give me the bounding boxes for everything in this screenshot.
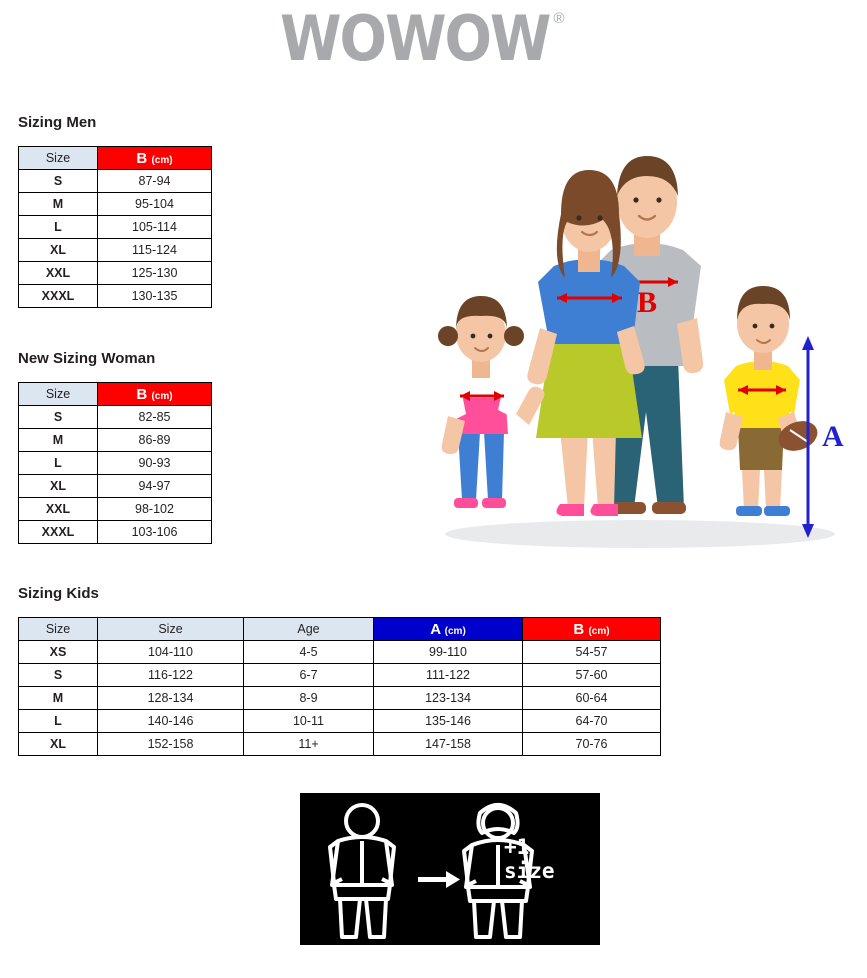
table-row xyxy=(19,429,212,452)
cell-b: 57-60 xyxy=(523,664,661,687)
section-title-men: Sizing Men xyxy=(18,114,97,131)
logo-text: WOWOW xyxy=(280,2,550,75)
cell-size: S xyxy=(19,406,98,429)
cell-size: L xyxy=(19,216,98,239)
page-header xyxy=(0,0,867,96)
column-header-a-letter: A xyxy=(430,620,441,638)
cell-b: 86-89 xyxy=(98,429,212,452)
table-row xyxy=(19,239,212,262)
measure-label-a: A xyxy=(822,420,844,453)
cell-age: 10-11 xyxy=(244,710,374,733)
table-row xyxy=(19,262,212,285)
cell-size: XXXL xyxy=(19,521,98,544)
column-header-b-unit: (cm) xyxy=(588,625,610,637)
table-row xyxy=(19,664,661,687)
cell-size-cm: 128-134 xyxy=(98,687,244,710)
column-header-b xyxy=(98,383,212,406)
cell-size: XS xyxy=(19,641,98,664)
column-header-age: Age xyxy=(244,618,374,641)
table-sizing-men xyxy=(18,146,212,308)
cell-size: M xyxy=(19,193,98,216)
cell-size-cm: 104-110 xyxy=(98,641,244,664)
table-row xyxy=(19,406,212,429)
column-header-b-letter: B xyxy=(136,385,148,403)
cell-a: 99-110 xyxy=(374,641,523,664)
cell-size: XL xyxy=(19,733,98,756)
cell-a: 135-146 xyxy=(374,710,523,733)
table-row xyxy=(19,193,212,216)
column-header-b-letter: B xyxy=(136,149,148,167)
panel-text-line2: size xyxy=(504,859,555,884)
cell-age: 6-7 xyxy=(244,664,374,687)
cell-b: 105-114 xyxy=(98,216,212,239)
registered-mark-icon: ® xyxy=(553,10,565,27)
cell-b: 64-70 xyxy=(523,710,661,733)
table-row xyxy=(19,452,212,475)
cell-b: 103-106 xyxy=(98,521,212,544)
table-row xyxy=(19,170,212,193)
cell-b: 95-104 xyxy=(98,193,212,216)
column-header-a-unit: (cm) xyxy=(444,625,466,637)
column-header-a xyxy=(374,618,523,641)
cell-a: 147-158 xyxy=(374,733,523,756)
cell-age: 8-9 xyxy=(244,687,374,710)
cell-b: 54-57 xyxy=(523,641,661,664)
cell-a: 111-122 xyxy=(374,664,523,687)
table-row xyxy=(19,216,212,239)
panel-text xyxy=(504,835,590,883)
cell-size-cm: 116-122 xyxy=(98,664,244,687)
table-row xyxy=(19,710,661,733)
cell-b: 130-135 xyxy=(98,285,212,308)
table-header-row xyxy=(19,618,661,641)
table-row xyxy=(19,733,661,756)
cell-b: 87-94 xyxy=(98,170,212,193)
cell-size: XXL xyxy=(19,498,98,521)
cell-size: S xyxy=(19,664,98,687)
cell-size: L xyxy=(19,710,98,733)
cell-age: 11+ xyxy=(244,733,374,756)
cell-size: M xyxy=(19,687,98,710)
cell-size: XL xyxy=(19,239,98,262)
family-illustration xyxy=(420,130,860,560)
column-header-size: Size xyxy=(19,618,98,641)
cell-size: M xyxy=(19,429,98,452)
cell-b: 98-102 xyxy=(98,498,212,521)
cell-size-cm: 152-158 xyxy=(98,733,244,756)
table-row xyxy=(19,475,212,498)
cell-b: 90-93 xyxy=(98,452,212,475)
arrow-right-icon xyxy=(418,871,460,888)
cell-b: 60-64 xyxy=(523,687,661,710)
svg-text:B: B xyxy=(636,286,658,319)
section-title-woman: New Sizing Woman xyxy=(18,350,156,367)
cell-age: 4-5 xyxy=(244,641,374,664)
table-row xyxy=(19,687,661,710)
table-row xyxy=(19,498,212,521)
cell-size: XXL xyxy=(19,262,98,285)
column-header-b-unit: (cm) xyxy=(151,390,173,402)
table-row xyxy=(19,285,212,308)
section-title-kids: Sizing Kids xyxy=(18,585,99,602)
cell-b: 115-124 xyxy=(98,239,212,262)
cell-b: 125-130 xyxy=(98,262,212,285)
cell-a: 123-134 xyxy=(374,687,523,710)
column-header-size: Size xyxy=(19,383,98,406)
panel-text-line1: +1 xyxy=(504,835,530,859)
table-header-row xyxy=(19,383,212,406)
column-header-b-letter: B xyxy=(573,620,585,638)
cell-b: 82-85 xyxy=(98,406,212,429)
table-header-row xyxy=(19,147,212,170)
cell-size: XL xyxy=(19,475,98,498)
table-sizing-kids xyxy=(18,617,661,756)
cell-b: 94-97 xyxy=(98,475,212,498)
table-sizing-woman xyxy=(18,382,212,544)
cell-size: XXXL xyxy=(19,285,98,308)
table-row xyxy=(19,521,212,544)
cell-size-cm: 140-146 xyxy=(98,710,244,733)
column-header-b xyxy=(98,147,212,170)
column-header-size: Size xyxy=(19,147,98,170)
table-row xyxy=(19,641,661,664)
column-header-size-cm: Size xyxy=(98,618,244,641)
jacket-open-icon xyxy=(330,805,394,937)
layering-instruction-panel xyxy=(300,793,600,945)
brand-logo xyxy=(280,2,565,75)
cell-size: S xyxy=(19,170,98,193)
column-header-b xyxy=(523,618,661,641)
cell-size: L xyxy=(19,452,98,475)
column-header-b-unit: (cm) xyxy=(151,154,173,166)
cell-b: 70-76 xyxy=(523,733,661,756)
